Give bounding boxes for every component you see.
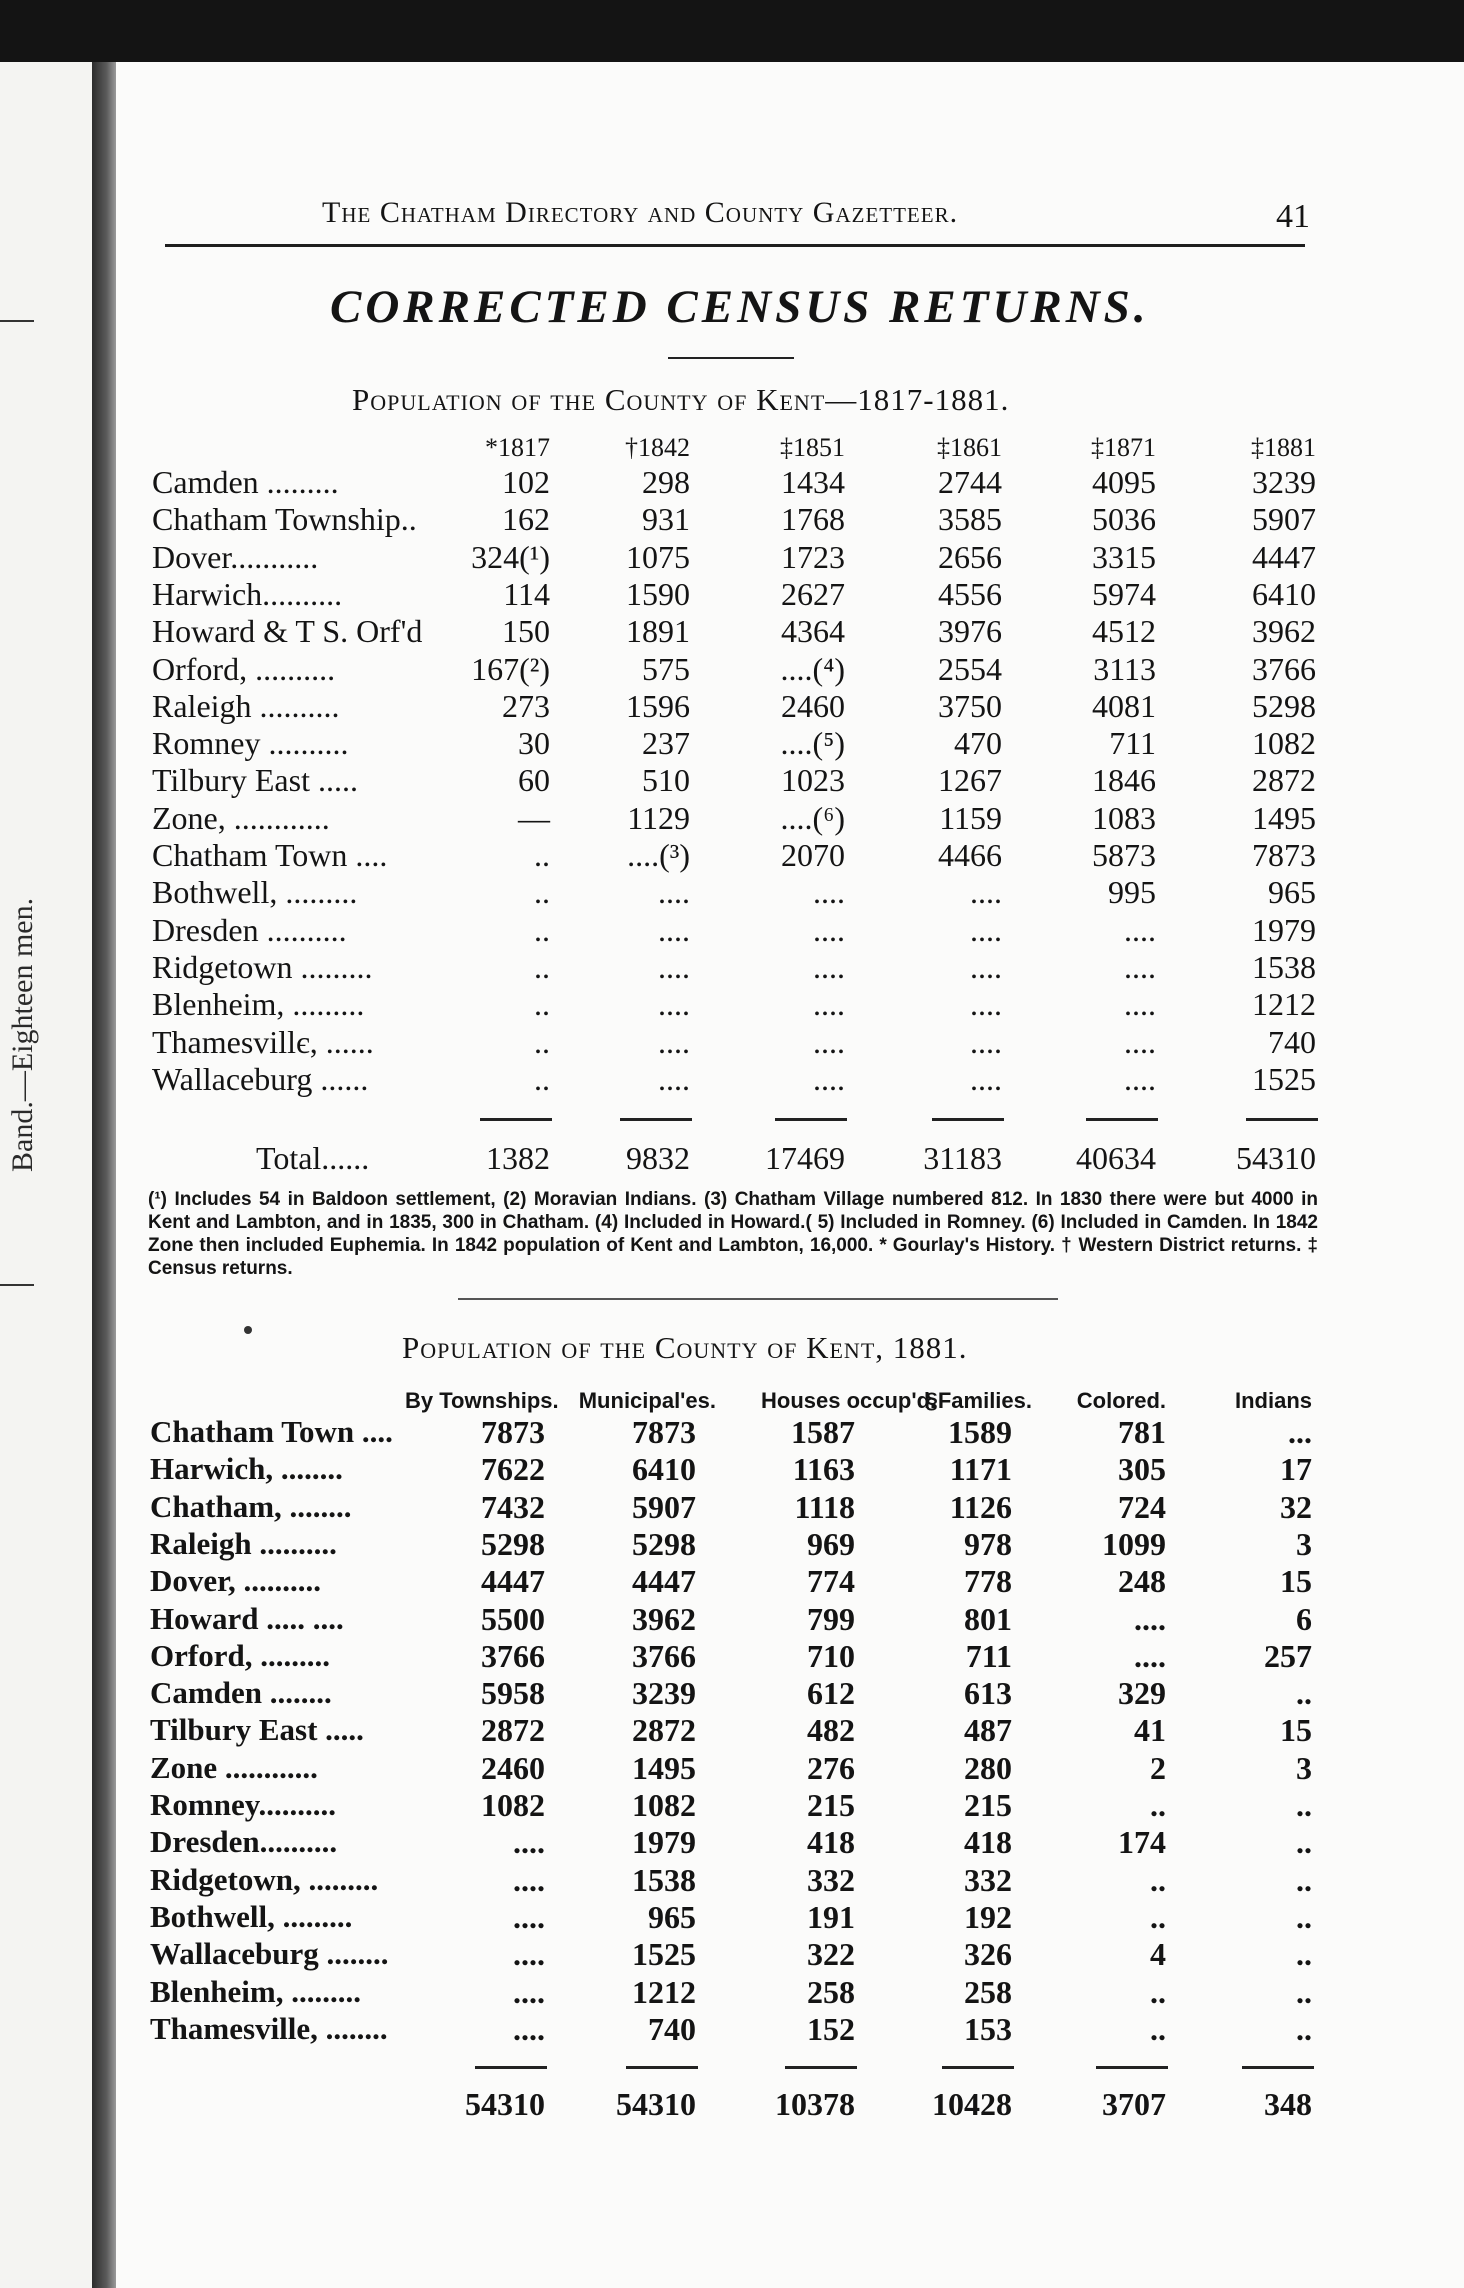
table-cell: ..	[1296, 1861, 1312, 1898]
table-cell: 740	[1268, 1023, 1316, 1060]
adjacent-page-edge	[0, 62, 92, 2288]
total-value: 10378	[775, 2086, 855, 2122]
row-label: Dover, ..........	[150, 1563, 322, 1599]
table-cell: ..	[1296, 1787, 1312, 1823]
table-cell: 7873	[632, 1414, 696, 1450]
row-label: Harwich..........	[152, 575, 343, 612]
row-label: Chatham, ........	[150, 1488, 352, 1524]
column-header: ‡1861	[937, 433, 1002, 462]
table-cell: 324(¹)	[471, 538, 550, 575]
table-cell: 305	[1118, 1451, 1166, 1488]
table-cell: 3315	[1092, 538, 1156, 575]
total-value: 3707	[1102, 2086, 1166, 2122]
total-value: 348	[1264, 2086, 1312, 2122]
row-label: Zone, ............	[152, 799, 330, 836]
table-cell: ..	[534, 911, 550, 948]
table-cell: 1538	[632, 1861, 696, 1898]
table-cell: 30	[518, 725, 550, 762]
table-cell: ....	[1124, 1023, 1156, 1060]
table-cell: ....	[513, 1898, 545, 1935]
table-cell: 7873	[1252, 837, 1316, 873]
table-cell: 710	[807, 1637, 855, 1674]
table-cell: 326	[964, 1936, 1012, 1973]
table-cell: 237	[642, 725, 690, 762]
row-label: Camden ........	[150, 1675, 332, 1711]
total-value: 9832	[626, 1140, 690, 1176]
table-cell: ....	[1124, 911, 1156, 948]
table-cell: 322	[807, 1936, 855, 1973]
table-cell: 7622	[481, 1451, 545, 1488]
table-cell: 969	[807, 1525, 855, 1562]
column-header: Houses occup'd.	[761, 1388, 937, 1413]
sum-rule	[1096, 2066, 1168, 2069]
row-label: Dresden ..........	[152, 911, 347, 948]
total-value: 1382	[486, 1140, 550, 1176]
table-cell: 1083	[1092, 799, 1156, 836]
table-cell: 5958	[481, 1675, 545, 1712]
table-cell: 1163	[792, 1451, 855, 1488]
table-cell: 32	[1280, 1488, 1312, 1525]
page-title: CORRECTED CENSUS RETURNS.	[330, 281, 1150, 333]
table-cell: 3239	[1252, 464, 1316, 500]
table-cell: 257	[1264, 1637, 1312, 1674]
table-cell: 2627	[781, 575, 845, 612]
table-cell: ....	[658, 1060, 690, 1097]
table-cell: 41	[1134, 1712, 1166, 1749]
table-cell: 3	[1296, 1749, 1312, 1786]
table-cell: 711	[965, 1637, 1012, 1674]
ornament-dot	[244, 1326, 252, 1334]
table-cell: 1082	[1252, 725, 1316, 762]
table-cell: 150	[502, 613, 550, 650]
table-cell: ....	[813, 874, 845, 911]
table-cell: 5907	[1252, 501, 1316, 538]
row-label: Chatham Town ....	[152, 837, 388, 873]
table-cell: 1723	[781, 538, 845, 575]
table-cell: ....	[1124, 948, 1156, 985]
table-cell: 1118	[794, 1488, 855, 1525]
table-cell: 3750	[938, 687, 1002, 724]
table-cell: 4466	[938, 837, 1002, 873]
table-cell: 5298	[1252, 687, 1316, 724]
table-cell: 1590	[626, 575, 690, 612]
table-cell: 3766	[481, 1637, 545, 1674]
table-cell: ..	[1296, 1936, 1312, 1973]
table-cell: 1212	[632, 1973, 696, 2010]
table-cell: 510	[642, 762, 690, 799]
sum-rule	[480, 1118, 552, 1121]
table-cell: 3585	[938, 501, 1002, 538]
column-header: Indians	[1234, 1388, 1312, 1413]
table-cell: 4447	[632, 1563, 696, 1600]
row-label: Bothwell, .........	[150, 1898, 353, 1934]
sum-rule	[1086, 1118, 1158, 1121]
row-label: Blenheim, .........	[150, 1973, 361, 2009]
table-cell: 153	[964, 2010, 1012, 2047]
table-cell: 1159	[939, 799, 1002, 836]
table-cell: ..	[1150, 1787, 1166, 1823]
table-cell: 191	[807, 1898, 855, 1935]
row-label: Orford, ..........	[152, 650, 336, 687]
total-value: 54310	[616, 2086, 696, 2122]
table-cell: 2460	[781, 687, 845, 724]
table-cell: 2460	[481, 1749, 545, 1786]
table-cell: 329	[1118, 1675, 1166, 1712]
column-header: ‡1851	[780, 433, 845, 462]
table-cell: 1023	[781, 762, 845, 799]
table-cell: ....	[658, 911, 690, 948]
table-cell: ..	[1150, 1898, 1166, 1935]
table-cell: 1495	[632, 1749, 696, 1786]
table-cell: 332	[964, 1861, 1012, 1898]
table-cell: 2744	[938, 464, 1002, 500]
table-cell: 2070	[781, 837, 845, 873]
table-cell: 102	[502, 464, 550, 500]
sum-rule	[1242, 2066, 1314, 2069]
column-header: ‡1871	[1091, 433, 1156, 462]
book-spine-shadow	[92, 62, 116, 2288]
table-cell: 4447	[1252, 538, 1316, 575]
title-rule	[668, 357, 794, 359]
total-value: 17469	[765, 1140, 845, 1176]
table-cell: ....	[513, 1861, 545, 1898]
table-cell: ....	[813, 986, 845, 1023]
table-cell: 1525	[1252, 1060, 1316, 1097]
table-cell: 1129	[627, 799, 690, 836]
table-cell: ..	[534, 874, 550, 911]
row-label: Romney ..........	[152, 725, 349, 762]
footnotes: (¹) Includes 54 in Baldoon settlement, (2) Moravian Indians. (3) Chatham Village numbered 812. In 1830 there were but 4000 in Kent and Lambton, and in 1835, 300 in Chatham. (4) Included in Howard.( 5) Included in Romney. (6) Included in Camden. In 1842 Zone then included Euphemia. In 1842 population of Kent and Lambton, 16,000. * Gourlay's History. † Western District returns. ‡ Census returns.	[148, 1189, 1318, 1279]
total-value: 40634	[1076, 1140, 1156, 1176]
table-cell: 4081	[1092, 687, 1156, 724]
table-cell: 5500	[481, 1600, 545, 1637]
table-cell: ....	[813, 948, 845, 985]
running-title: The Chatham Directory and County Gazetteer.	[322, 196, 959, 229]
table-cell: ..	[1296, 1675, 1312, 1712]
table-cell: 17	[1280, 1451, 1312, 1488]
table-cell: 931	[642, 501, 690, 538]
table-cell: 482	[807, 1712, 855, 1749]
table-cell: 162	[502, 501, 550, 538]
table-cell: ..	[1296, 1898, 1312, 1935]
sum-rule	[785, 2066, 857, 2069]
sum-rule	[942, 2066, 1014, 2069]
table-cell: 15	[1280, 1563, 1312, 1600]
row-label: Wallaceburg ......	[152, 1060, 369, 1097]
table-cell: 2554	[938, 650, 1002, 687]
table-cell: 5907	[632, 1488, 696, 1525]
table-cell: 3962	[1252, 613, 1316, 650]
column-header: Colored.	[1076, 1388, 1166, 1413]
table-cell: 60	[518, 762, 550, 799]
row-label: Thamesvillє, ......	[152, 1023, 374, 1060]
table-cell: 575	[642, 650, 690, 687]
table-cell: ..	[534, 986, 550, 1023]
row-label: Howard & T S. Orf'd	[152, 613, 423, 650]
table-cell: 114	[503, 575, 550, 612]
column-header: §Families.	[925, 1388, 1032, 1413]
table-cell: 1267	[938, 762, 1002, 799]
row-label: Dover...........	[152, 538, 319, 575]
sum-rule	[620, 1118, 692, 1121]
table-cell: 152	[807, 2010, 855, 2047]
table-cell: 215	[964, 1787, 1012, 1823]
column-header: Municipal'es.	[578, 1388, 716, 1413]
table-cell: 276	[807, 1749, 855, 1786]
table-cell: 4447	[481, 1563, 545, 1600]
total-value: 10428	[932, 2086, 1012, 2122]
table-cell: 1979	[1252, 911, 1316, 948]
table-cell: 4556	[938, 575, 1002, 612]
table-cell: 258	[807, 1973, 855, 2010]
table-cell: 4095	[1092, 464, 1156, 500]
table-cell: 4512	[1092, 613, 1156, 650]
table-cell: ....	[658, 874, 690, 911]
table-cell: ..	[534, 1023, 550, 1060]
row-label: Howard ..... ....	[150, 1600, 344, 1636]
table-cell: 1495	[1252, 799, 1316, 836]
header-rule	[165, 244, 1305, 247]
column-header: ‡1881	[1251, 433, 1316, 462]
table-cell: ....	[1124, 986, 1156, 1023]
table-cell: 248	[1118, 1563, 1166, 1600]
table-cell: ....(⁵)	[780, 725, 845, 762]
table-cell: ....	[658, 986, 690, 1023]
column-header: †1842	[625, 433, 690, 462]
table-cell: ....	[1134, 1637, 1166, 1674]
table-cell: ....	[813, 911, 845, 948]
table-cell: 1846	[1092, 762, 1156, 799]
table-cell: ....(³)	[627, 837, 690, 873]
table-cell: 167(²)	[471, 650, 550, 687]
total-value: 54310	[1236, 1140, 1316, 1176]
table-cell: 1082	[632, 1787, 696, 1823]
table-cell: 487	[964, 1712, 1012, 1749]
row-label: Wallaceburg ........	[150, 1936, 389, 1972]
section-divider	[458, 1298, 1058, 1300]
adjacent-page-rule	[0, 1284, 34, 1286]
sum-rule	[626, 2066, 698, 2069]
row-label: Tilbury East .....	[152, 762, 358, 799]
table-cell: ..	[1150, 1861, 1166, 1898]
row-label: Blenheim, .........	[152, 986, 365, 1023]
sum-rule	[475, 2066, 547, 2069]
sum-rule	[1246, 1118, 1318, 1121]
table-cell: ....	[970, 1060, 1002, 1097]
table-cell: 6410	[1252, 575, 1316, 612]
row-label: Bothwell, .........	[152, 874, 358, 911]
table1-title: Population of the County of Kent—1817-1881.	[352, 382, 1010, 417]
table-cell: 5036	[1092, 501, 1156, 538]
table-cell: 5298	[481, 1525, 545, 1562]
table-cell: 6410	[632, 1451, 696, 1488]
total-value: 54310	[465, 2086, 545, 2122]
row-label: Ridgetown, .........	[150, 1861, 379, 1897]
column-header: By Townships.	[405, 1388, 559, 1413]
table-cell: ..	[1150, 1973, 1166, 2010]
table-cell: 3239	[632, 1675, 696, 1712]
table-cell: 1891	[626, 613, 690, 650]
table-cell: 613	[964, 1675, 1012, 1712]
table-cell: 1596	[626, 687, 690, 724]
table-cell: ..	[534, 1060, 550, 1097]
table-cell: 1212	[1252, 986, 1316, 1023]
table-cell: ....	[1134, 1600, 1166, 1637]
table-cell: 298	[642, 464, 690, 500]
table-cell: 612	[807, 1675, 855, 1712]
table-cell: 3962	[632, 1600, 696, 1637]
table-cell: 273	[502, 687, 550, 724]
table-cell: ....	[970, 986, 1002, 1023]
table-cell: 778	[964, 1563, 1012, 1600]
table-cell: ..	[534, 948, 550, 985]
table-cell: 799	[807, 1600, 855, 1637]
table-cell: 418	[964, 1824, 1012, 1861]
table-cell: 965	[648, 1898, 696, 1935]
table-cell: 1768	[781, 501, 845, 538]
table-cell: 965	[1268, 874, 1316, 911]
table-cell: ....	[813, 1060, 845, 1097]
table-cell: ....(⁴)	[780, 650, 845, 687]
table-cell: ....(⁶)	[780, 799, 845, 836]
table-cell: 1075	[626, 538, 690, 575]
table-cell: 174	[1118, 1824, 1166, 1861]
table-cell: 7432	[481, 1488, 545, 1525]
adjacent-page-margin-note	[6, 897, 39, 1172]
table-cell: 1979	[632, 1824, 696, 1861]
table-cell: 418	[807, 1824, 855, 1861]
table-cell: ....	[658, 948, 690, 985]
row-label: Raleigh ..........	[150, 1525, 337, 1561]
table-cell: ....	[513, 2010, 545, 2047]
row-label: Orford, .........	[150, 1637, 330, 1673]
table-cell: ....	[970, 1023, 1002, 1060]
table-cell: 2	[1150, 1749, 1166, 1786]
table-cell: 3766	[632, 1637, 696, 1674]
table-cell: 1538	[1252, 948, 1316, 985]
table-cell: 2656	[938, 538, 1002, 575]
table-cell: 3	[1296, 1525, 1312, 1562]
table-cell: ..	[1296, 1973, 1312, 2010]
table-cell: 711	[1109, 725, 1156, 762]
table-cell: 740	[648, 2010, 696, 2047]
table-cell: 774	[807, 1563, 855, 1600]
table-cell: 1434	[781, 464, 845, 500]
sum-rule	[775, 1118, 847, 1121]
table-cell: 1589	[948, 1414, 1012, 1450]
adjacent-page-rule	[0, 320, 34, 322]
page-number: 41	[1276, 198, 1310, 235]
table-cell: 192	[964, 1898, 1012, 1935]
table-cell: ..	[1296, 1824, 1312, 1861]
table-cell: ..	[1150, 2010, 1166, 2047]
row-label: Chatham Town ....	[150, 1414, 393, 1449]
row-label: Raleigh ..........	[152, 687, 340, 724]
table-cell: 1525	[632, 1936, 696, 1973]
table-cell: 4	[1150, 1936, 1166, 1973]
table-cell: 724	[1118, 1488, 1166, 1525]
table-cell: 3976	[938, 613, 1002, 650]
table-cell: ....	[970, 948, 1002, 985]
row-label: Harwich, ........	[150, 1451, 343, 1487]
table-cell: 470	[954, 725, 1002, 762]
table-cell: 215	[807, 1787, 855, 1823]
table-cell: 332	[807, 1861, 855, 1898]
scan-top-band	[0, 0, 1464, 62]
table-cell: 4364	[781, 613, 845, 650]
table-cell: ....	[1124, 1060, 1156, 1097]
table-cell: ....	[970, 911, 1002, 948]
table-cell: 2872	[1252, 762, 1316, 799]
table-cell: 3766	[1252, 650, 1316, 687]
row-label: Zone ............	[150, 1749, 318, 1785]
row-label: Thamesville, ........	[150, 2010, 388, 2046]
table-cell: ....	[813, 1023, 845, 1060]
column-header: *1817	[485, 433, 550, 462]
table-cell: 2872	[632, 1712, 696, 1749]
total-value: 31183	[923, 1140, 1002, 1176]
table-cell: 1587	[791, 1414, 855, 1450]
table-cell: 1126	[949, 1488, 1012, 1525]
table-cell: 3113	[1093, 650, 1156, 687]
table-cell: ..	[534, 837, 550, 873]
table-cell: 801	[964, 1600, 1012, 1637]
table2-title: Population of the County of Kent, 1881.	[402, 1330, 968, 1365]
sum-rule	[932, 1118, 1004, 1121]
table-cell: 5974	[1092, 575, 1156, 612]
table-cell: 5298	[632, 1525, 696, 1562]
table-cell: ....	[513, 1973, 545, 2010]
table-cell: 1099	[1102, 1525, 1166, 1562]
table-cell: 280	[964, 1749, 1012, 1786]
row-label: Romney..........	[150, 1787, 336, 1822]
table-cell: 2872	[481, 1712, 545, 1749]
row-label: Camden .........	[152, 464, 339, 500]
table-cell: ...	[1288, 1414, 1312, 1450]
table-cell: —	[518, 799, 550, 836]
table-cell: 7873	[481, 1414, 545, 1450]
table-cell: 781	[1118, 1414, 1166, 1450]
table-cell: 1082	[481, 1787, 545, 1823]
table-cell: 5873	[1092, 837, 1156, 873]
table-cell: 1171	[949, 1451, 1012, 1488]
table-cell: 995	[1108, 874, 1156, 911]
table-cell: ..	[1296, 2010, 1312, 2047]
total-label: Total......	[256, 1140, 370, 1176]
table-cell: 978	[964, 1525, 1012, 1562]
row-label: Dresden..........	[150, 1824, 338, 1860]
table-cell: 15	[1280, 1712, 1312, 1749]
table-cell: ....	[513, 1936, 545, 1973]
table-cell: ....	[513, 1824, 545, 1861]
table-cell: 258	[964, 1973, 1012, 2010]
row-label: Tilbury East .....	[150, 1712, 364, 1748]
row-label: Ridgetown .........	[152, 948, 373, 985]
table-cell: ....	[970, 874, 1002, 911]
row-label: Chatham Township..	[152, 501, 417, 538]
table-cell: ....	[658, 1023, 690, 1060]
margin-note-text: Band.—Eighteen men.	[6, 897, 39, 1172]
table-cell: 6	[1296, 1600, 1312, 1637]
